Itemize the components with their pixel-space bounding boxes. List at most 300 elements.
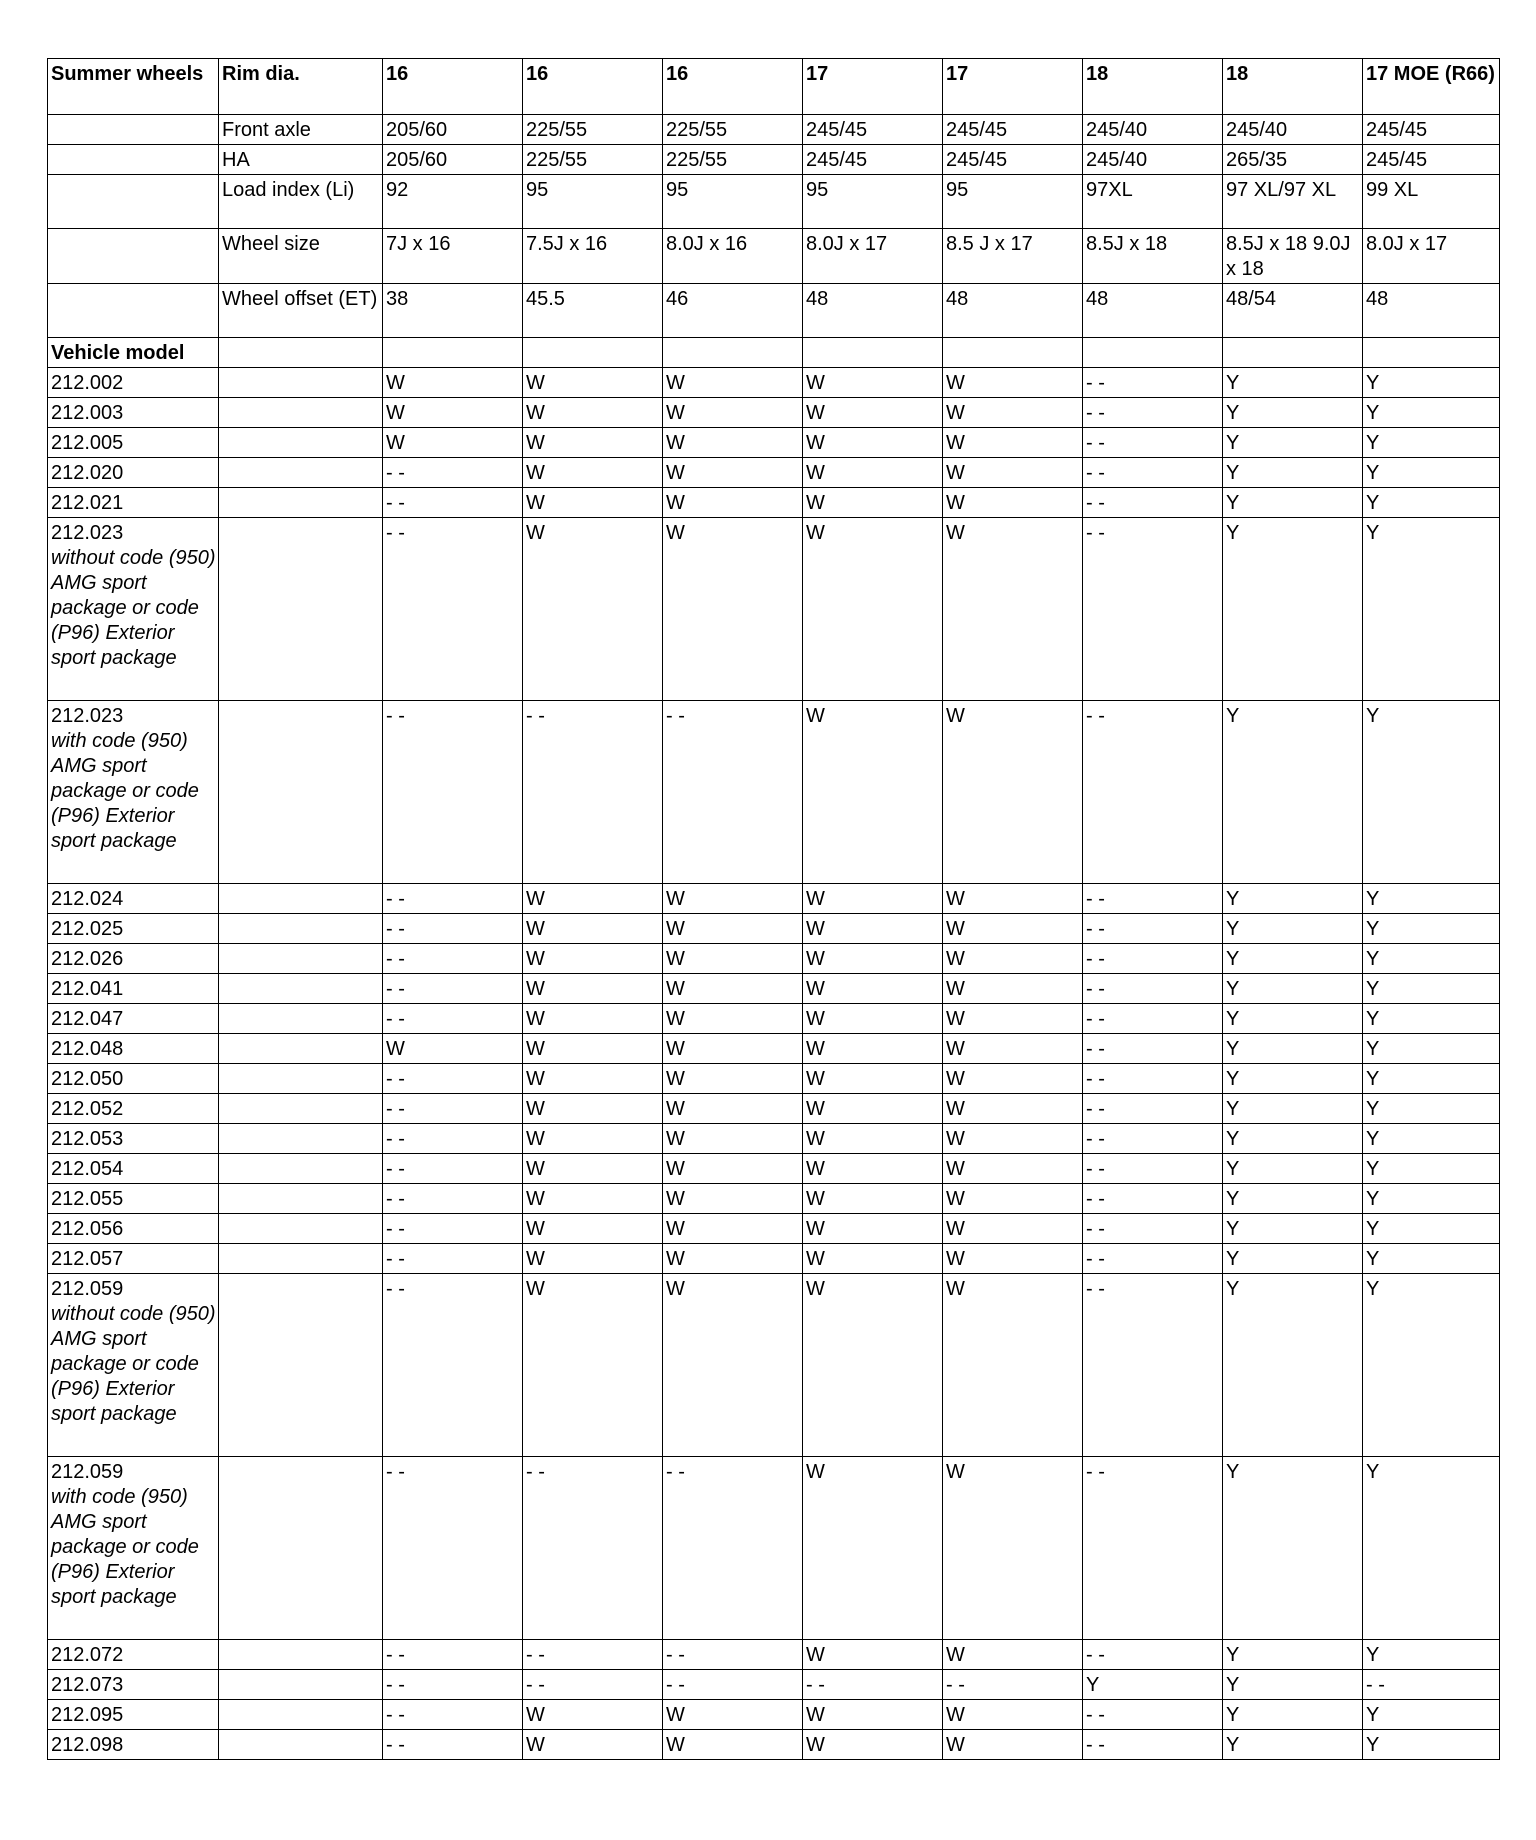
fitment-cell: - - xyxy=(1083,944,1223,974)
empty-cell xyxy=(48,229,219,284)
table-row xyxy=(48,1244,1500,1274)
fitment-cell: Y xyxy=(1363,1184,1500,1214)
fitment-cell: W xyxy=(663,1154,803,1184)
model-cell xyxy=(48,1034,219,1064)
table-row xyxy=(48,488,1500,518)
spec-value: 97XL xyxy=(1083,175,1223,229)
fitment-cell: W xyxy=(943,1064,1083,1094)
model-cell xyxy=(48,458,219,488)
fitment-cell: Y xyxy=(1223,1730,1363,1760)
table-row xyxy=(48,1670,1500,1700)
fitment-cell: - - xyxy=(523,1670,663,1700)
fitment-cell: W xyxy=(383,428,523,458)
fitment-cell: W xyxy=(803,368,943,398)
spec-value: 8.0J x 17 xyxy=(1363,229,1500,284)
model-cell xyxy=(48,1457,219,1640)
fitment-cell: - - xyxy=(523,701,663,884)
fitment-cell: W xyxy=(663,398,803,428)
fitment-cell: Y xyxy=(1223,1034,1363,1064)
model-cell xyxy=(48,1124,219,1154)
spec-value: 265/35 xyxy=(1223,145,1363,175)
fitment-cell: - - xyxy=(1083,914,1223,944)
spec-value: 46 xyxy=(663,284,803,338)
fitment-cell: W xyxy=(803,458,943,488)
fitment-cell: W xyxy=(523,1184,663,1214)
fitment-cell: W xyxy=(523,1154,663,1184)
model-code: 212.026 xyxy=(51,948,124,970)
spec-value: 225/55 xyxy=(523,145,663,175)
fitment-cell: - - xyxy=(1083,398,1223,428)
model-cell xyxy=(48,1184,219,1214)
fitment-cell: W xyxy=(943,1124,1083,1154)
spec-value: 95 xyxy=(663,175,803,229)
fitment-cell: W xyxy=(943,1274,1083,1457)
model-cell xyxy=(48,1214,219,1244)
fitment-cell: Y xyxy=(1223,1214,1363,1244)
empty-cell xyxy=(219,974,383,1004)
spec-label: Wheel offset (ET) xyxy=(219,284,383,338)
fitment-cell: W xyxy=(523,1094,663,1124)
fitment-cell: Y xyxy=(1363,518,1500,701)
fitment-cell: W xyxy=(803,1064,943,1094)
empty-cell xyxy=(48,284,219,338)
fitment-cell: - - xyxy=(1083,1730,1223,1760)
fitment-cell: W xyxy=(663,974,803,1004)
spec-value: 245/45 xyxy=(1363,145,1500,175)
fitment-cell: W xyxy=(943,1244,1083,1274)
fitment-cell: W xyxy=(943,1094,1083,1124)
model-code: 212.054 xyxy=(51,1158,124,1180)
fitment-cell: Y xyxy=(1223,1670,1363,1700)
table-row xyxy=(48,398,1500,428)
spec-label: Load index (Li) xyxy=(219,175,383,229)
column-header: 16 xyxy=(383,59,523,115)
table-row xyxy=(48,1214,1500,1244)
model-code: 212.053 xyxy=(51,1128,124,1150)
table-title: Summer wheels xyxy=(48,59,219,115)
empty-cell xyxy=(48,115,219,145)
fitment-cell: W xyxy=(803,1004,943,1034)
spec-row xyxy=(48,284,1500,338)
fitment-cell: W xyxy=(943,1184,1083,1214)
fitment-cell: W xyxy=(943,488,1083,518)
fitment-cell: - - xyxy=(383,914,523,944)
fitment-cell: W xyxy=(803,1154,943,1184)
fitment-cell: - - xyxy=(1083,1457,1223,1640)
empty-cell xyxy=(1223,338,1363,368)
fitment-cell: Y xyxy=(1223,1700,1363,1730)
fitment-cell: W xyxy=(943,884,1083,914)
model-cell xyxy=(48,1244,219,1274)
fitment-cell: - - xyxy=(1083,1184,1223,1214)
model-code: 212.041 xyxy=(51,978,124,1000)
fitment-cell: - - xyxy=(383,1244,523,1274)
model-cell xyxy=(48,1640,219,1670)
fitment-cell: Y xyxy=(1363,398,1500,428)
spec-value: 245/45 xyxy=(1363,115,1500,145)
fitment-cell: Y xyxy=(1363,1244,1500,1274)
fitment-cell: Y xyxy=(1223,1244,1363,1274)
empty-cell xyxy=(219,1244,383,1274)
fitment-cell: W xyxy=(803,1640,943,1670)
model-code: 212.023 xyxy=(51,522,124,544)
fitment-cell: Y xyxy=(1223,1004,1363,1034)
fitment-cell: W xyxy=(943,1214,1083,1244)
fitment-cell: W xyxy=(663,1274,803,1457)
table-row xyxy=(48,1034,1500,1064)
fitment-cell: W xyxy=(523,458,663,488)
spec-value: 8.5J x 18 xyxy=(1083,229,1223,284)
empty-cell xyxy=(219,1700,383,1730)
fitment-cell: W xyxy=(523,884,663,914)
empty-cell xyxy=(219,1457,383,1640)
fitment-cell: - - xyxy=(383,1184,523,1214)
table-row xyxy=(48,1064,1500,1094)
fitment-cell: - - xyxy=(1083,1274,1223,1457)
fitment-cell: Y xyxy=(1363,488,1500,518)
spec-value: 7J x 16 xyxy=(383,229,523,284)
model-code: 212.057 xyxy=(51,1248,124,1270)
empty-cell xyxy=(219,1064,383,1094)
fitment-cell: W xyxy=(663,914,803,944)
fitment-cell: - - xyxy=(383,884,523,914)
fitment-cell: W xyxy=(523,368,663,398)
spec-value: 8.5 J x 17 xyxy=(943,229,1083,284)
empty-cell xyxy=(48,145,219,175)
fitment-cell: W xyxy=(943,1700,1083,1730)
fitment-cell: Y xyxy=(1223,944,1363,974)
fitment-cell: W xyxy=(943,1730,1083,1760)
fitment-cell: - - xyxy=(1083,1244,1223,1274)
empty-cell xyxy=(219,458,383,488)
fitment-cell: W xyxy=(803,884,943,914)
fitment-cell: Y xyxy=(1363,1274,1500,1457)
model-note: with code (950) AMG sport package or code (P96) Exterior sport package xyxy=(51,730,199,852)
fitment-cell: W xyxy=(523,1004,663,1034)
rim-dia-label: Rim dia. xyxy=(219,59,383,115)
column-header: 18 xyxy=(1083,59,1223,115)
fitment-cell: W xyxy=(943,1154,1083,1184)
fitment-cell: - - xyxy=(1083,1214,1223,1244)
spec-value: 95 xyxy=(523,175,663,229)
spec-value: 245/45 xyxy=(803,115,943,145)
fitment-cell: - - xyxy=(383,1064,523,1094)
model-cell xyxy=(48,518,219,701)
fitment-cell: Y xyxy=(1223,398,1363,428)
fitment-cell: - - xyxy=(1083,1094,1223,1124)
fitment-cell: W xyxy=(523,914,663,944)
fitment-cell: - - xyxy=(383,1670,523,1700)
fitment-cell: - - xyxy=(383,518,523,701)
fitment-cell: W xyxy=(523,1274,663,1457)
fitment-cell: W xyxy=(663,1064,803,1094)
table-row xyxy=(48,1457,1500,1640)
empty-cell xyxy=(219,1004,383,1034)
fitment-cell: - - xyxy=(943,1670,1083,1700)
model-note: with code (950) AMG sport package or code (P96) Exterior sport package xyxy=(51,1486,199,1608)
fitment-cell: W xyxy=(803,1700,943,1730)
fitment-cell: Y xyxy=(1223,1184,1363,1214)
fitment-cell: Y xyxy=(1083,1670,1223,1700)
empty-cell xyxy=(219,488,383,518)
spec-row xyxy=(48,115,1500,145)
fitment-cell: Y xyxy=(1363,1004,1500,1034)
fitment-cell: - - xyxy=(1083,1064,1223,1094)
empty-cell xyxy=(219,1154,383,1184)
fitment-cell: Y xyxy=(1363,914,1500,944)
fitment-cell: W xyxy=(943,518,1083,701)
spec-value: 97 XL/97 XL xyxy=(1223,175,1363,229)
vehicle-model-heading: Vehicle model xyxy=(48,338,219,368)
fitment-cell: Y xyxy=(1223,701,1363,884)
empty-cell xyxy=(383,338,523,368)
spec-value: 48 xyxy=(1363,284,1500,338)
table-row xyxy=(48,1730,1500,1760)
empty-cell xyxy=(219,701,383,884)
spec-value: 8.0J x 16 xyxy=(663,229,803,284)
fitment-cell: Y xyxy=(1363,1214,1500,1244)
spec-label: Wheel size xyxy=(219,229,383,284)
model-code: 212.048 xyxy=(51,1038,124,1060)
fitment-cell: W xyxy=(663,368,803,398)
fitment-cell: Y xyxy=(1363,1730,1500,1760)
table-row xyxy=(48,1700,1500,1730)
fitment-cell: - - xyxy=(1083,1124,1223,1154)
fitment-cell: Y xyxy=(1223,1094,1363,1124)
spec-value: 205/60 xyxy=(383,115,523,145)
fitment-cell: W xyxy=(943,1004,1083,1034)
model-code: 212.098 xyxy=(51,1734,124,1756)
fitment-cell: Y xyxy=(1363,1064,1500,1094)
fitment-cell: - - xyxy=(383,1274,523,1457)
fitment-cell: W xyxy=(803,1274,943,1457)
fitment-cell: - - xyxy=(383,1700,523,1730)
fitment-cell: - - xyxy=(383,1214,523,1244)
model-code: 212.005 xyxy=(51,432,124,454)
fitment-cell: W xyxy=(663,1730,803,1760)
model-cell xyxy=(48,1154,219,1184)
fitment-cell: W xyxy=(523,1214,663,1244)
fitment-cell: - - xyxy=(1083,701,1223,884)
fitment-cell: Y xyxy=(1363,974,1500,1004)
fitment-cell: Y xyxy=(1223,974,1363,1004)
spec-value: 8.5J x 18 9.0J x 18 xyxy=(1223,229,1363,284)
fitment-cell: Y xyxy=(1363,1640,1500,1670)
model-cell xyxy=(48,428,219,458)
empty-cell xyxy=(943,338,1083,368)
empty-cell xyxy=(219,1214,383,1244)
fitment-cell: - - xyxy=(1083,458,1223,488)
model-code: 212.072 xyxy=(51,1644,124,1666)
wheel-fitment-table xyxy=(47,58,1500,1760)
spec-value: 245/45 xyxy=(943,115,1083,145)
model-code: 212.023 xyxy=(51,705,124,727)
spec-value: 95 xyxy=(943,175,1083,229)
fitment-cell: W xyxy=(943,458,1083,488)
spec-value: 245/40 xyxy=(1083,145,1223,175)
model-cell xyxy=(48,1064,219,1094)
fitment-cell: W xyxy=(803,974,943,1004)
spec-value: 48/54 xyxy=(1223,284,1363,338)
model-code: 212.050 xyxy=(51,1068,124,1090)
fitment-cell: - - xyxy=(383,944,523,974)
spec-value: 225/55 xyxy=(663,145,803,175)
empty-cell xyxy=(1363,338,1500,368)
empty-cell xyxy=(219,914,383,944)
empty-cell xyxy=(219,1640,383,1670)
fitment-cell: W xyxy=(663,1004,803,1034)
model-cell xyxy=(48,1670,219,1700)
model-cell xyxy=(48,701,219,884)
fitment-cell: Y xyxy=(1223,1124,1363,1154)
fitment-cell: Y xyxy=(1363,1700,1500,1730)
fitment-cell: W xyxy=(523,1244,663,1274)
model-cell xyxy=(48,884,219,914)
model-code: 212.002 xyxy=(51,372,124,394)
spec-value: 45.5 xyxy=(523,284,663,338)
fitment-cell: W xyxy=(663,458,803,488)
fitment-cell: W xyxy=(383,1034,523,1064)
fitment-cell: - - xyxy=(1083,428,1223,458)
fitment-cell: - - xyxy=(383,1094,523,1124)
fitment-cell: Y xyxy=(1363,428,1500,458)
fitment-cell: W xyxy=(523,488,663,518)
empty-cell xyxy=(523,338,663,368)
fitment-cell: Y xyxy=(1363,1094,1500,1124)
fitment-cell: W xyxy=(663,884,803,914)
model-code: 212.052 xyxy=(51,1098,124,1120)
model-cell xyxy=(48,974,219,1004)
fitment-cell: - - xyxy=(663,701,803,884)
empty-cell xyxy=(219,428,383,458)
model-code: 212.095 xyxy=(51,1704,124,1726)
spec-value: 245/45 xyxy=(803,145,943,175)
model-cell xyxy=(48,1004,219,1034)
column-header: 17 MOE (R66) xyxy=(1363,59,1500,115)
model-cell xyxy=(48,368,219,398)
fitment-cell: W xyxy=(803,1244,943,1274)
column-header: 16 xyxy=(663,59,803,115)
fitment-cell: - - xyxy=(1083,884,1223,914)
fitment-cell: Y xyxy=(1363,1457,1500,1640)
fitment-cell: - - xyxy=(383,1730,523,1760)
model-code: 212.020 xyxy=(51,462,124,484)
model-cell xyxy=(48,914,219,944)
fitment-cell: W xyxy=(523,428,663,458)
fitment-cell: - - xyxy=(1083,1640,1223,1670)
table-body xyxy=(48,59,1500,1760)
model-code: 212.073 xyxy=(51,1674,124,1696)
fitment-cell: W xyxy=(523,1124,663,1154)
fitment-cell: - - xyxy=(663,1670,803,1700)
fitment-cell: W xyxy=(803,428,943,458)
fitment-cell: W xyxy=(803,1184,943,1214)
fitment-cell: W xyxy=(663,1244,803,1274)
model-cell xyxy=(48,398,219,428)
table-row xyxy=(48,428,1500,458)
fitment-cell: Y xyxy=(1363,458,1500,488)
fitment-cell: W xyxy=(523,518,663,701)
fitment-cell: W xyxy=(803,1214,943,1244)
spec-value: 48 xyxy=(803,284,943,338)
fitment-cell: Y xyxy=(1363,1034,1500,1064)
fitment-cell: W xyxy=(523,1730,663,1760)
fitment-cell: - - xyxy=(383,458,523,488)
spec-value: 92 xyxy=(383,175,523,229)
fitment-cell: - - xyxy=(1363,1670,1500,1700)
fitment-cell: W xyxy=(803,914,943,944)
fitment-cell: W xyxy=(523,974,663,1004)
fitment-cell: - - xyxy=(1083,1004,1223,1034)
fitment-cell: W xyxy=(943,974,1083,1004)
fitment-cell: Y xyxy=(1363,1154,1500,1184)
empty-cell xyxy=(219,944,383,974)
table-row xyxy=(48,944,1500,974)
empty-cell xyxy=(219,368,383,398)
fitment-cell: - - xyxy=(1083,368,1223,398)
fitment-cell: W xyxy=(523,398,663,428)
table-row xyxy=(48,974,1500,1004)
model-cell xyxy=(48,1730,219,1760)
spec-value: 225/55 xyxy=(523,115,663,145)
model-code: 212.056 xyxy=(51,1218,124,1240)
fitment-cell: W xyxy=(663,428,803,458)
spec-value: 245/45 xyxy=(943,145,1083,175)
table-row xyxy=(48,1274,1500,1457)
fitment-cell: - - xyxy=(383,1154,523,1184)
empty-cell xyxy=(219,1124,383,1154)
fitment-cell: W xyxy=(523,944,663,974)
fitment-cell: W xyxy=(943,701,1083,884)
fitment-cell: Y xyxy=(1223,428,1363,458)
fitment-cell: - - xyxy=(383,701,523,884)
model-note: without code (950) AMG sport package or code (P96) Exterior sport package xyxy=(51,1303,216,1425)
fitment-cell: Y xyxy=(1223,1064,1363,1094)
table-row xyxy=(48,884,1500,914)
fitment-cell: W xyxy=(663,1184,803,1214)
fitment-cell: Y xyxy=(1223,518,1363,701)
empty-cell xyxy=(219,1094,383,1124)
fitment-cell: W xyxy=(803,1034,943,1064)
empty-cell xyxy=(219,1670,383,1700)
fitment-cell: W xyxy=(943,1034,1083,1064)
fitment-cell: W xyxy=(803,701,943,884)
fitment-cell: W xyxy=(663,1094,803,1124)
spec-value: 225/55 xyxy=(663,115,803,145)
model-cell xyxy=(48,488,219,518)
fitment-cell: Y xyxy=(1223,914,1363,944)
fitment-cell: W xyxy=(523,1034,663,1064)
fitment-cell: - - xyxy=(383,1640,523,1670)
fitment-cell: W xyxy=(663,1214,803,1244)
fitment-cell: Y xyxy=(1223,884,1363,914)
fitment-cell: W xyxy=(803,518,943,701)
model-code: 212.055 xyxy=(51,1188,124,1210)
table-row xyxy=(48,518,1500,701)
model-code: 212.059 xyxy=(51,1461,124,1483)
fitment-cell: - - xyxy=(803,1670,943,1700)
fitment-cell: W xyxy=(803,1094,943,1124)
empty-cell xyxy=(219,338,383,368)
fitment-cell: Y xyxy=(1223,458,1363,488)
spec-value: 95 xyxy=(803,175,943,229)
model-cell xyxy=(48,1274,219,1457)
empty-cell xyxy=(219,1184,383,1214)
empty-cell xyxy=(803,338,943,368)
fitment-cell: Y xyxy=(1363,944,1500,974)
spec-value: 205/60 xyxy=(383,145,523,175)
fitment-cell: W xyxy=(383,398,523,428)
